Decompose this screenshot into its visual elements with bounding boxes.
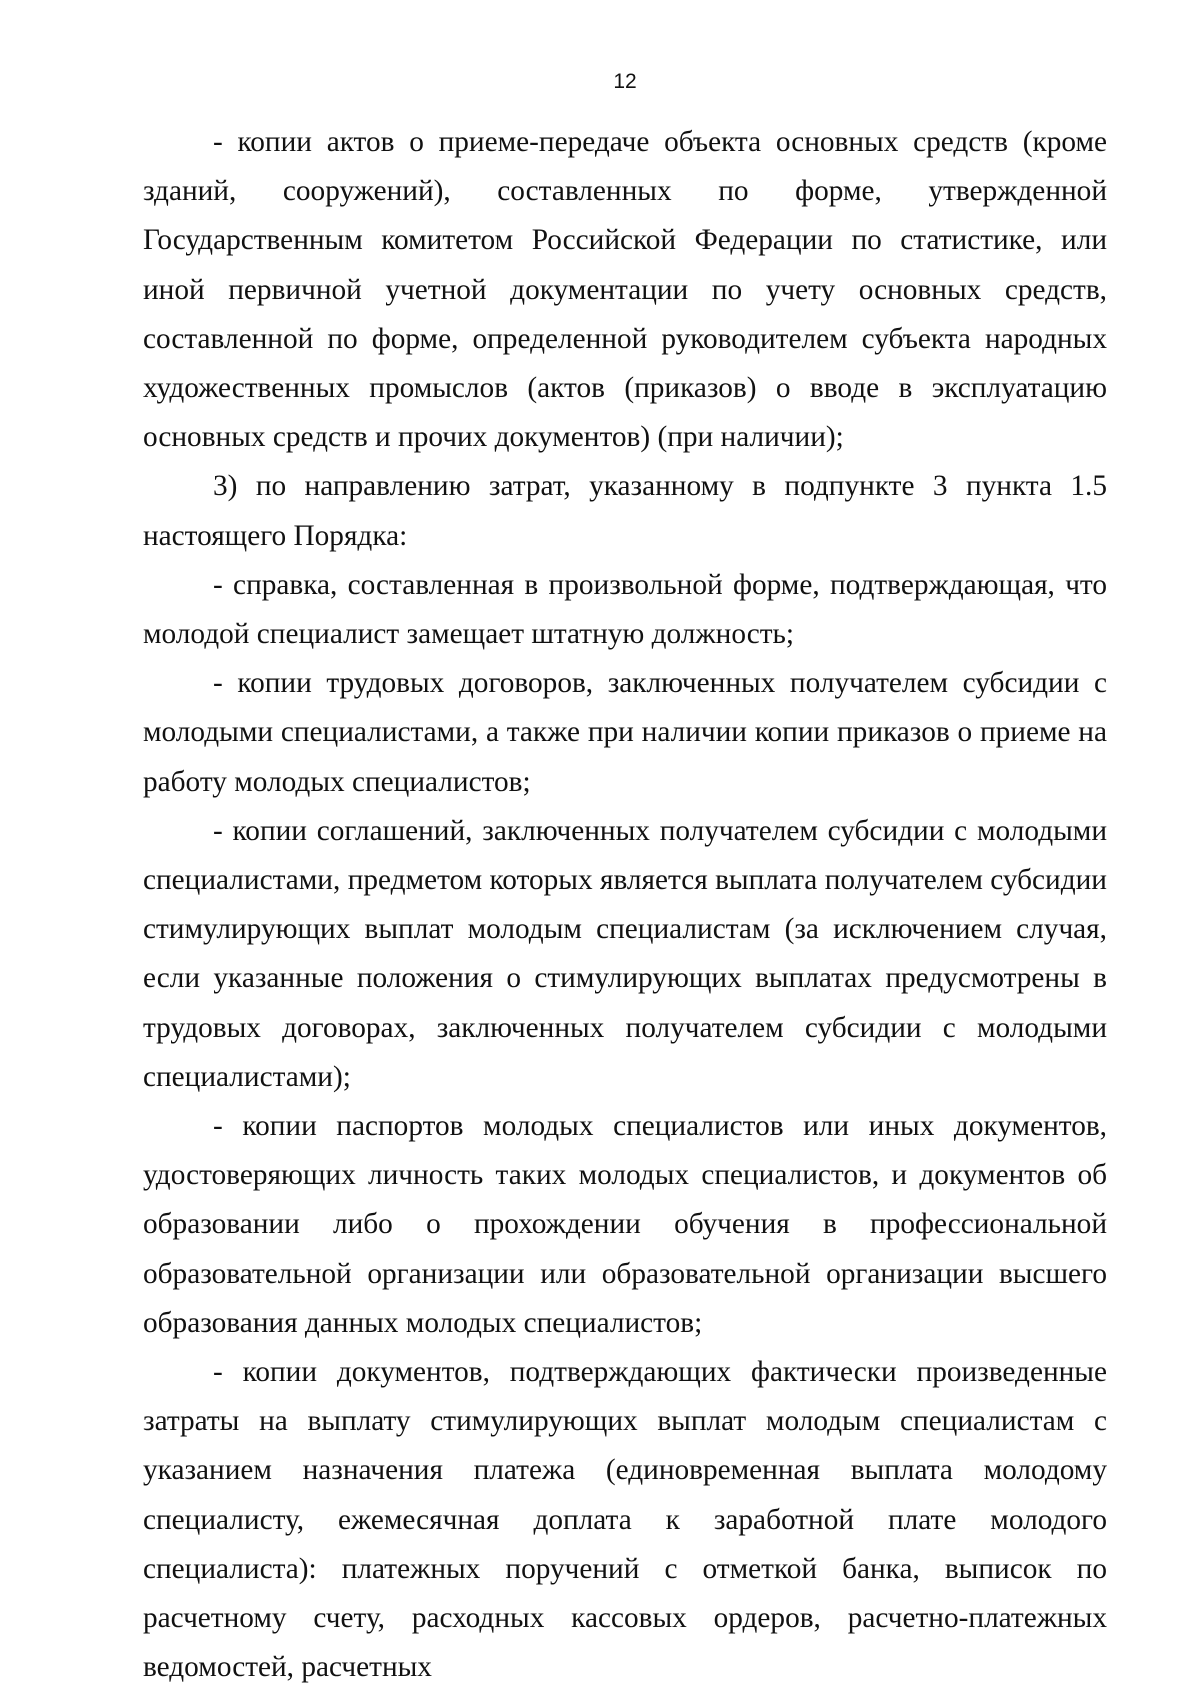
paragraph-passports-education: - копии паспортов молодых специалистов или иных документов, удостоверяющих личность таких молодых специалистов, и документов об образовании либо о прохождении обучения в профессиональной образовательной организации или образовательной организации высшего образования данных молодых специалистов; xyxy=(143,1110,1107,1339)
page-number: 12 xyxy=(613,70,637,93)
document-body xyxy=(143,118,1107,1693)
paragraph-agreements: - копии соглашений, заключенных получателем субсидии с молодыми специалистами, предметом которых является выплата получателем субсидии стимулирующих выплат молодым специалистам (за исключением случая, если указанные положения о стимулирующих выплатах предусмотрены в трудовых договорах, заключенных получателем субсидии с молодыми специалистами); xyxy=(143,814,1107,1093)
paragraph-staff-position-certificate: - справка, составленная в произвольной форме, подтверждающая, что молодой специалист замещает штатную должность; xyxy=(143,568,1107,651)
paragraph-payment-documents: - копии документов, подтверждающих фактически произведенные затраты на выплату стимулирующих выплат молодым специалистам с указанием назначения платежа (единовременная выплата молодому специалисту, ежемесячная доплата к заработной плате молодого специалиста): платежных поручений с отметкой банка, выписок по расчетному счету, расходных кассовых ордеров, расчетно-платежных ведомостей, расчетных xyxy=(143,1356,1107,1684)
paragraph-fixed-assets-acts: - копии актов о приеме-передаче объекта основных средств (кроме зданий, сооружений), составленных по форме, утвержденной Государственным комитетом Российской Федерации по статистике, или иной первичной учетной документации по учету основных средств, составленной по форме, определенной руководителем субъекта народных художественных промыслов (актов (приказов) о вводе в эксплуатацию основных средств и прочих документов) (при наличии); xyxy=(143,126,1107,454)
paragraph-employment-contracts: - копии трудовых договоров, заключенных получателем субсидии с молодыми специалистами, а также при наличии копии приказов о приеме на работу молодых специалистов; xyxy=(143,667,1107,798)
paragraph-expense-direction-3: 3) по направлению затрат, указанному в подпункте 3 пункта 1.5 настоящего Порядка: xyxy=(143,470,1107,552)
